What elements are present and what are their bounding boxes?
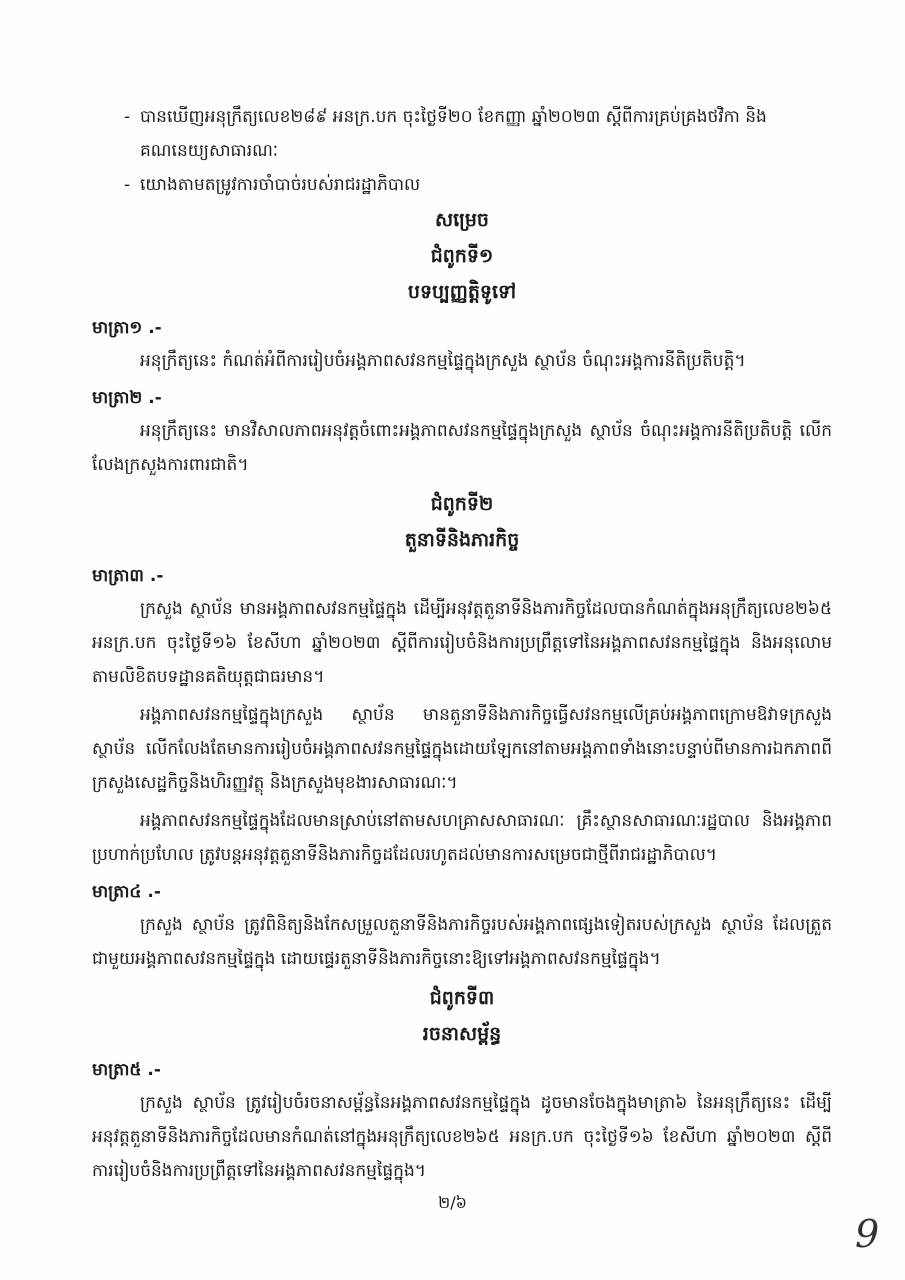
article-1-label: មាត្រា១ .- [92,318,162,338]
bullet-text: បានឃើញអនុក្រឹត្យលេខ២៨៩ អនក្រ.បក ចុះថ្ងៃទី២០ ខែកញ្ញា ឆ្នាំ២០២៣ ស្តីពីការគ្រប់គ្រងថវិកា និងគណនេយ្យសាធារណៈ [140,107,767,161]
bullet-text: យោងតាមតម្រូវការចាំបាច់របស់រាជរដ្ឋាភិបាល [140,175,421,195]
article-4-text: ក្រសួង ស្ថាប័ន ត្រូវពិនិត្យនិងកែសម្រួលតួនាទីនិងភារកិច្ចរបស់អង្គភាពផ្សេងទៀតរបស់ក្រសួង ស្ថាប័ន ដែលត្រួតជាមួយអង្គភាពសវនកម្មផ្ទៃក្នុង ដោយផ្ទេរតួនាទីនិងភារកិច្ចនោះឱ្យទៅអង្គភាពសវនកម្មផ្ទៃក្នុង។ [92,915,832,969]
chapter-1-title: បទប្បញ្ញត្តិទូទៅ [407,281,517,303]
article-2-label: មាត្រា២ .- [92,388,162,408]
dash-marker: - [124,175,131,195]
handwritten-page-mark: 9 [855,1212,880,1256]
bullet-item [92,168,832,202]
dash-marker: - [124,107,131,127]
chapter-3-number: ជំពូកទី៣ [429,987,495,1009]
bullet-item [92,100,832,168]
chapter-3-title: រចនាសម្ព័ន្ធ [422,1023,502,1045]
chapter-1-number: ជំពូកទី១ [430,245,494,267]
article-2-text: អនុក្រឹត្យនេះ មានវិសាលភាពអនុវត្តចំពោះអង្គភាពសវនកម្មផ្ទៃក្នុងក្រសួង ស្ថាប័ន ចំណុះអង្គការនីតិប្រតិបត្តិ លើកលែងក្រសួងការពារជាតិ។ [92,421,832,475]
article-3-paragraph: ក្រសួង ស្ថាប័ន មានអង្គភាពសវនកម្មផ្ទៃក្នុង ដើម្បីអនុវត្តតួនាទីនិងភារកិច្ចដែលបានកំណត់ក្នុងអនុក្រឹត្យលេខ២៦៥ អនក្រ.បក ចុះថ្ងៃទី១៦ ខែសីហា ឆ្នាំ២០២៣ ស្តីពីការរៀបចំនិងការប្រព្រឹត្តទៅនៃអង្គភាពសវនកម្មផ្ទៃក្នុង និងអនុលោមតាមលិខិតបទដ្ឋានគតិយុត្តជាធរមាន។ [92,599,832,687]
page-number: ២/៦ [438,1193,467,1212]
article-5-text: ក្រសួង ស្ថាប័ន ត្រូវរៀបចំរចនាសម្ព័ន្ធនៃអង្គភាពសវនកម្មផ្ទៃក្នុង ដូចមានចែងក្នុងមាត្រា៦ នៃអនុក្រឹត្យនេះ ដើម្បីអនុវត្តតួនាទីនិងភារកិច្ចដែលមានកំណត់នៅក្នុងអនុក្រឹត្យលេខ២៦៥ អនក្រ.បក ចុះថ្ងៃទី១៦ ខែសីហា ឆ្នាំ២០២៣ ស្តីពីការរៀបចំនិងការប្រព្រឹត្តទៅនៃអង្គភាពសវនកម្មផ្ទៃក្នុង។ [92,1093,832,1181]
chapter-2-number: ជំពូកទី២ [430,493,494,515]
decision-heading: សម្រេច [435,209,489,231]
document-body [92,100,832,1192]
article-5-label: មាត្រា៥ .- [92,1060,161,1080]
article-1-text: អនុក្រឹត្យនេះ កំណត់អំពីការរៀបចំអង្គភាពសវនកម្មផ្ទៃក្នុងក្រសួង ស្ថាប័ន ចំណុះអង្គការនីតិប្រតិបត្តិ។ [140,351,746,371]
chapter-2-title: តួនាទីនិងភារកិច្ច [404,529,520,551]
article-3-paragraph: អង្គភាពសវនកម្មផ្ទៃក្នុងក្រសួង ស្ថាប័ន មានតួនាទីនិងភារកិច្ចធ្វើសវនកម្មលើគ្រប់អង្គភាពក្រោមឱវាទក្រសួង ស្ថាប័ន លើកលែងតែមានការរៀបចំអង្គភាពសវនកម្មផ្ទៃក្នុងដោយឡែកនៅតាមអង្គភាពទាំងនោះបន្ទាប់ពីមានការឯកភាពពីក្រសួងសេដ្ឋកិច្ចនិងហិរញ្ញវត្ថុ និងក្រសួងមុខងារសាធារណៈ។ [92,705,832,793]
article-3-label: មាត្រា៣ .- [92,566,164,586]
article-3-paragraph: អង្គភាពសវនកម្មផ្ទៃក្នុងដែលមានស្រាប់នៅតាមសហគ្រាសសាធារណៈ គ្រឹះស្ថានសាធារណៈរដ្ឋបាល និងអង្គភាពប្រហាក់ប្រហែល ត្រូវបន្តអនុវត្តតួនាទីនិងភារកិច្ចដដែលរហូតដល់មានការសម្រេចជាថ្មីពីរាជរដ្ឋាភិបាល។ [92,811,832,865]
article-4-label: មាត្រា៤ .- [92,882,161,902]
